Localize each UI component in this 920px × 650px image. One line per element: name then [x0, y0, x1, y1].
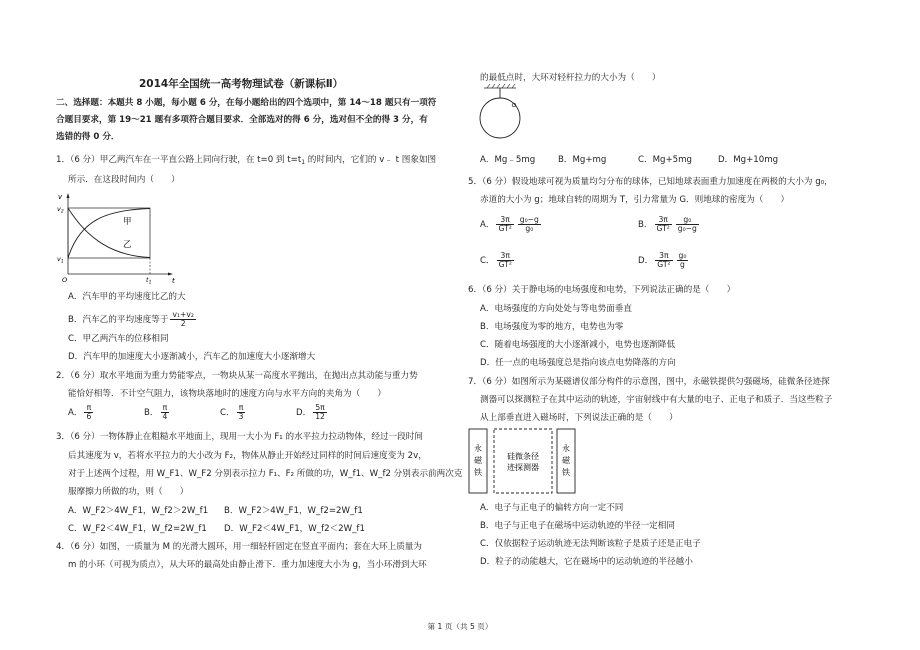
axis-v-label: v	[58, 193, 63, 201]
q2-option-d: D． $\frac{5\pi}{12}$	[296, 403, 325, 421]
q2-option-c: C． $\frac{\pi}{3}$	[220, 403, 244, 421]
v2-label: $v_2$	[57, 205, 64, 215]
q1-option-c: C．甲乙两汽车的位移相同	[68, 334, 169, 344]
q6-option-c: C．随着电场强度的大小逐渐减小，电势也逐渐降低	[480, 340, 676, 350]
q1-option-b: B．汽车乙的平均速度等于 $\frac{\text{v₁+v₂}}{2}$	[68, 310, 194, 328]
q4-option-b: B．Mg+mg	[558, 155, 607, 165]
q1-option-d: D．汽车甲的加速度大小逐渐减小，汽车乙的加速度大小逐渐增大	[68, 352, 316, 362]
q1-vt-graph	[56, 190, 176, 285]
q4-stem-line-1: 4．（6 分）如图，一质量为 M 的光滑大圆环，用一细轻杆固定在竖直平面内；套在大环上质量为	[56, 542, 422, 552]
q7-option-a: A．电子与正电子的偏转方向一定不同	[480, 503, 624, 513]
right-magnet-char-3: 铁	[562, 468, 570, 477]
q7-stem-line-3: 从上部垂直进入磁场时，下列说法正确的是（ ）	[480, 413, 678, 423]
q6-option-b: B．电场强度为零的地方，电势也为零	[480, 322, 624, 332]
q3-option-d: D．W_F2＜4W_F1，W_f2＜2W_f1	[224, 524, 365, 534]
q3-stem-line-4: 服摩擦力所做的功，则（ ）	[68, 487, 189, 497]
right-magnet-char-2: 磁	[562, 456, 570, 465]
right-magnet-char-1: 永	[562, 444, 570, 453]
q7-option-d: D．粒子的动能越大，它在磁场中的运动轨迹的半径越小	[480, 557, 693, 567]
q1-option-a: A．汽车甲的平均速度比乙的大	[68, 292, 186, 302]
q2-option-b: B． $\frac{\pi}{4}$	[144, 403, 168, 421]
q5-option-d: D． $\frac{3\pi}{\text{GT²}}$ $\frac{\text{g₀}}{g}$	[638, 251, 687, 269]
left-magnet-char-3: 铁	[474, 468, 482, 477]
v1-label: $v_1$	[57, 255, 64, 265]
q1-stem-line-2: 所示．在这段时间内（ ）	[68, 175, 180, 185]
q7-option-c: C．仅依据粒子运动轨迹无法判断该粒子是质子还是正电子	[480, 539, 701, 549]
q2-option-a: A． $\frac{\pi}{6}$	[68, 403, 92, 421]
q5-stem-line-2: 赤道的大小为 g；地球自转的周期为 T，引力常量为 G．则地球的密度为（ ）	[480, 195, 790, 205]
section-heading-line-2: 合题目要求，第 19～21 题有多项符合题目要求．全部选对的得 6 分，选对但不全的得 3 分，有	[56, 115, 428, 125]
q3-stem-line-3: 对于上述两个过程，用 W_F1、W_F2 分别表示拉力 F₁、F₂ 所做的功，W_f1、W_f2 分别表示前两次克	[68, 469, 463, 479]
section-heading-line-1: 二、选择题：本题共 8 小题，每小题 6 分，在每小题给出的四个选项中，第 14～18 题只有一项符	[56, 98, 437, 108]
q6-stem: 6．（6 分）关于静电场的电场强度和电势，下列说法正确的是（ ）	[468, 285, 736, 295]
q3-stem-line-1: 3．（6 分）一物体静止在粗糙水平地面上，现用一大小为 F₁ 的水平拉力拉动物体，经过一段时间	[56, 432, 423, 442]
q5-option-c: C． $\frac{3\pi}{\text{GT²}}$	[480, 251, 512, 269]
q6-option-a: A．电场强度的方向处处与等电势面垂直	[480, 304, 632, 314]
t1-label: $t_1$	[146, 276, 152, 285]
q7-stem-line-1: 7．（6 分）如图所示为某磁谱仪部分构件的示意图，图中，永磁铁提供匀强磁场，硅微条径迹探	[468, 377, 830, 387]
curve-jia-label: 甲	[123, 217, 132, 227]
left-magnet-char-2: 磁	[474, 456, 482, 465]
page-footer: 第 1 页（共 5 页）	[427, 622, 493, 631]
curve-yi-label: 乙	[123, 240, 132, 250]
q5-option-b: B． $\frac{3\pi}{\text{GT²}}$ $\frac{\text{g₀}}{\text{g₀−g}}$	[638, 215, 697, 233]
q7-spectrometer-figure	[468, 427, 580, 497]
q5-option-a: A． $\frac{3\pi}{\text{GT²}}$ $\frac{\text{g₀−g}}{\text{g₀}}$	[480, 215, 539, 233]
axis-t-label: t	[172, 277, 175, 285]
q4-ring-figure	[478, 84, 538, 146]
q2-stem-line-1: 2．（6 分）取水平地面为重力势能零点，一物块从某一高度水平抛出，在抛出点其动能与重力势	[56, 371, 418, 381]
q4-option-c: C．Mg+5mg	[638, 155, 692, 165]
section-heading-line-3: 选错的得 0 分．	[56, 132, 120, 142]
q2-stem-line-2: 能恰好相等．不计空气阻力，该物块落地时的速度方向与水平方向的夹角为（ ）	[68, 389, 386, 399]
q3-option-a: A．W_F2＞4W_F1，W_f2＞2W_f1	[68, 506, 209, 516]
q5-stem-line-1: 5．（6 分）假设地球可视为质量均匀分布的球体，已知地球表面重力加速度在两极的大小为 g₀，	[468, 177, 833, 187]
q4-stem-line-3: 的最低点时，大环对轻杆拉力的大小为（ ）	[480, 73, 661, 83]
page-title: 2014年全国统一高考物理试卷（新课标Ⅱ）	[139, 78, 344, 90]
q7-stem-line-2: 测器可以探测粒子在其中运动的轨迹，宇宙射线中有大量的电子、正电子和质子．当这些粒子	[480, 395, 833, 405]
q4-option-d: D．Mg+10mg	[718, 155, 779, 165]
detector-label-line-2: 迹探测器	[507, 463, 539, 472]
q1-stem-line-1: 1．（6 分）甲乙两汽车在一平直公路上同向行驶，在 t=0 到 $t=t_1$ 的时间内，它们的 v﹣ t 图象如图	[56, 155, 437, 166]
q6-option-d: D．任一点的电场强度总是指向该点电势降落的方向	[480, 358, 676, 368]
q4-option-a: A．Mg﹣5mg	[480, 155, 536, 165]
q7-option-b: B．电子与正电子在磁场中运动轨迹的半径一定相同	[480, 521, 675, 531]
q3-stem-line-2: 后其速度为 v，若将水平拉力的大小改为 F₂，物体从静止开始经过同样的时间后速度变为 2v，	[68, 451, 427, 461]
q3-option-b: B．W_F2＞4W_F1，W_f2=2W_f1	[224, 506, 363, 516]
q3-option-c: C．W_F2＜4W_F1，W_f2=2W_f1	[68, 524, 207, 534]
detector-label-line-1: 硅微条径	[507, 452, 539, 461]
origin-label: O	[62, 276, 68, 284]
left-magnet-char-1: 永	[474, 444, 482, 453]
q4-stem-line-2: m 的小环（可视为质点），从大环的最高处由静止滑下．重力加速度大小为 g，当小环滑到大环	[68, 560, 427, 570]
